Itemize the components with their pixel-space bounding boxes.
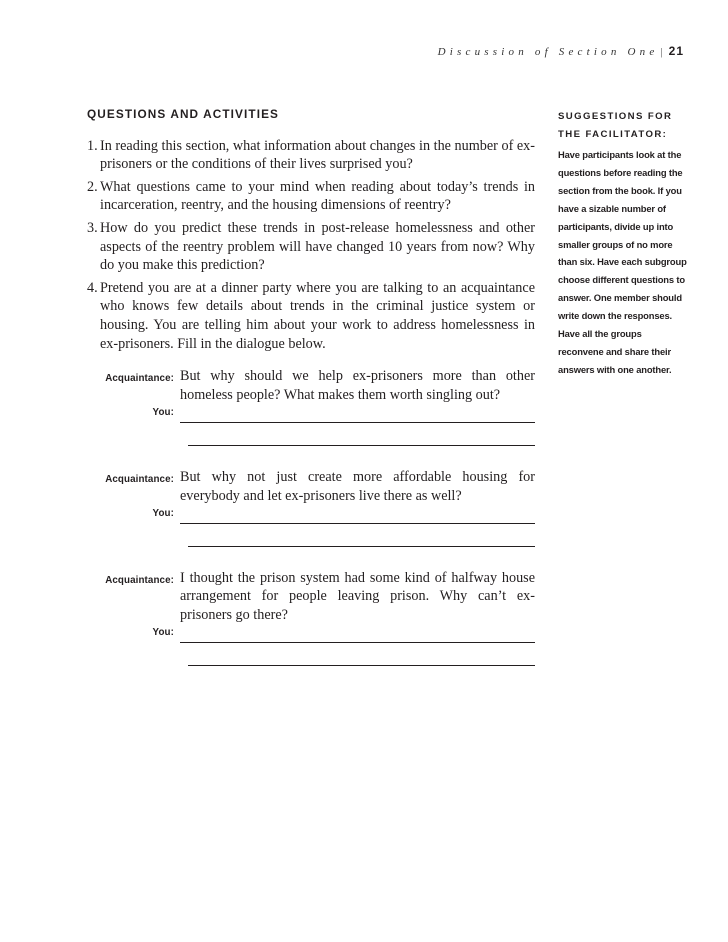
dialogue-exchange bbox=[87, 468, 535, 547]
question-1 bbox=[87, 137, 535, 174]
sidebar-heading: SUGGESTIONS FOR THE FACILITATOR: bbox=[558, 111, 673, 140]
question-2 bbox=[87, 178, 535, 215]
question-3 bbox=[87, 219, 535, 275]
reply-label: You: bbox=[152, 407, 174, 419]
speaker-label: Acquaintance: bbox=[105, 574, 174, 586]
question-text: Pretend you are at a dinner party where you are talking to an acquaintance who knows few details about trends in the criminal justice system or housing. You are telling him about your work to address homelessness in ex-prisoners. Fill in the dialogue below. bbox=[100, 279, 535, 352]
answer-line[interactable] bbox=[180, 509, 535, 524]
acquaintance-line: I thought the prison system had some kind of halfway house arrangement for people leaving prison. Why can’t ex-prisoners go there? bbox=[180, 569, 535, 623]
section-heading: QUESTIONS AND ACTIVITIES bbox=[87, 107, 280, 121]
reply-label: You: bbox=[152, 627, 174, 639]
running-title: Discussion of Section One bbox=[437, 46, 659, 58]
answer-line[interactable] bbox=[188, 528, 535, 547]
speaker-label: Acquaintance: bbox=[105, 373, 174, 385]
acquaintance-line: But why should we help ex-prisoners more than other homeless people? What makes them worth singling out? bbox=[180, 368, 535, 403]
question-number: 1. bbox=[87, 137, 98, 154]
answer-line[interactable] bbox=[180, 628, 535, 643]
dialogue-exchange bbox=[87, 569, 535, 666]
question-number: 2. bbox=[87, 178, 98, 195]
question-text: What questions came to your mind when reading about today’s trends in incarceration, reentry, and the housing dimensions of reentry? bbox=[100, 178, 535, 214]
page-number: 21 bbox=[668, 44, 684, 58]
facilitator-sidebar bbox=[558, 108, 688, 379]
question-4 bbox=[87, 279, 535, 353]
sidebar-body: Have participants look at the questions before reading the section from the book. If you have a sizable number of participants, divide up into smaller groups of no more than six. Have each subgroup choose different questions to answer. One member should write down the responses. Have all the groups reconvene and share their answers with one another. bbox=[558, 149, 687, 375]
acquaintance-line: But why not just create more affordable housing for everybody and let ex-prisoners live there as well? bbox=[180, 468, 535, 504]
dialogue-exchange bbox=[87, 367, 535, 446]
question-number: 4. bbox=[87, 279, 98, 296]
answer-line[interactable] bbox=[180, 408, 535, 423]
question-text: In reading this section, what information about changes in the number of ex-prisoners or the conditions of their lives surprised you? bbox=[100, 137, 535, 173]
answer-line[interactable] bbox=[188, 647, 535, 666]
reply-label: You: bbox=[152, 508, 174, 520]
question-number: 3. bbox=[87, 219, 98, 236]
header-separator: | bbox=[660, 46, 663, 58]
main-column bbox=[87, 105, 535, 666]
dialogue-exercise bbox=[87, 367, 535, 666]
question-text: How do you predict these trends in post-release homelessness and other aspects of the reentry problem will have changed 10 years from now? Why do you make this prediction? bbox=[100, 219, 535, 274]
answer-line[interactable] bbox=[188, 427, 535, 446]
speaker-label: Acquaintance: bbox=[105, 473, 174, 485]
running-header bbox=[438, 44, 684, 58]
